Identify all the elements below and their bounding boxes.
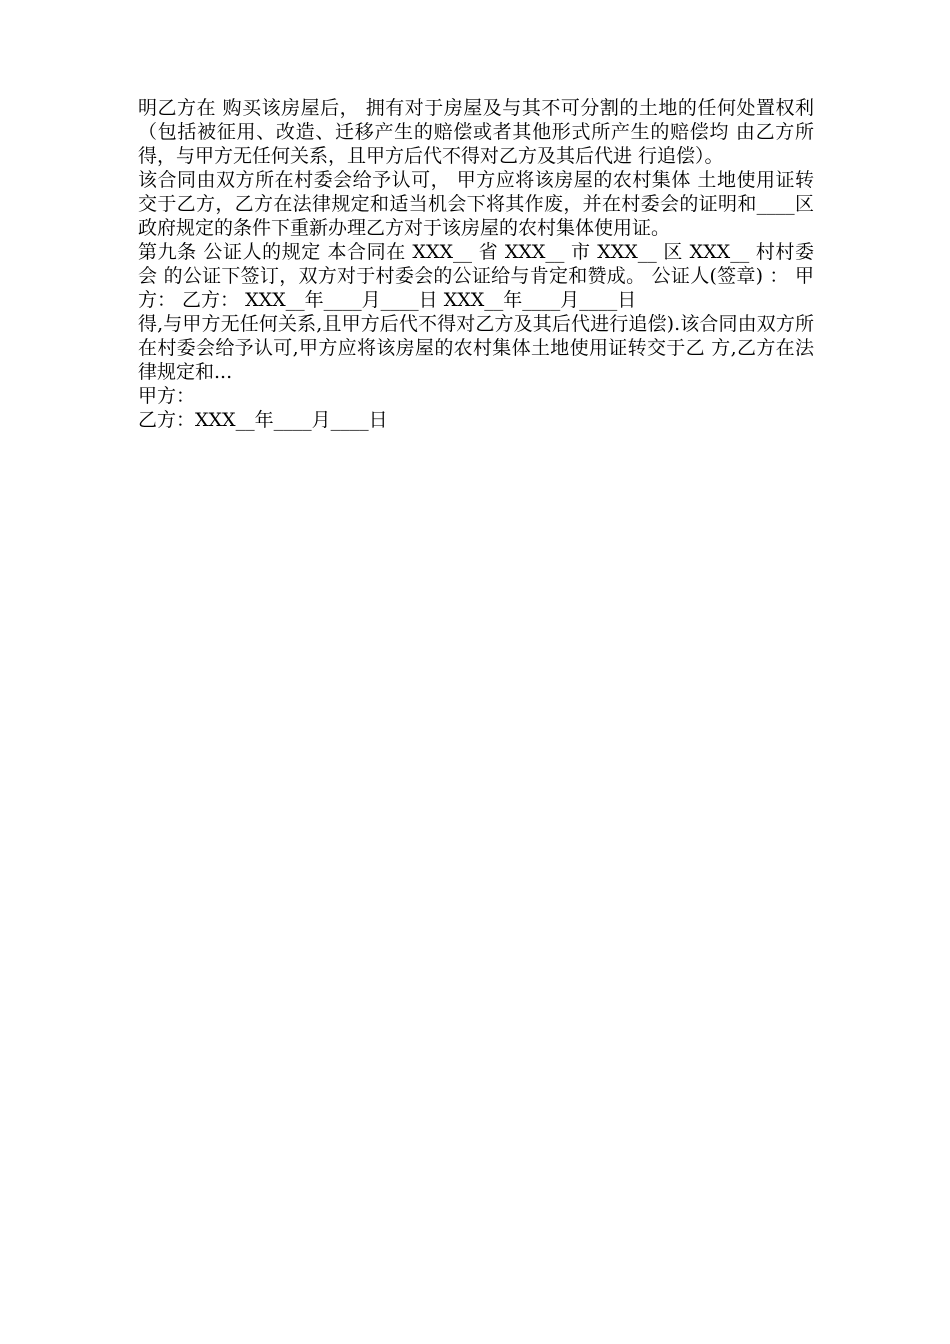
paragraph-land-certificate: 该合同由双方所在村委会给予认可， 甲方应将该房屋的农村集体 土地使用证转交于乙方，乙方在法律规定和适当机会下将其作废，并在村委会的证明和____区政府规定的条件下重新办理乙方对于该房屋的农村集体使用证。 bbox=[138, 169, 814, 239]
signature-party-a: 甲方： bbox=[138, 385, 196, 407]
paragraph-excerpt: 得,与甲方无任何关系,且甲方后代不得对乙方及其后代进行追偿).该合同由双方所在村委会给予认可,甲方应将该房屋的农村集体土地使用证转交于乙 方,乙方在法律规定和... bbox=[138, 313, 814, 383]
paragraph-disposal-rights: 明乙方在 购买该房屋后， 拥有对于房屋及与其不可分割的土地的任何处置权利（包括被征用、改造、迁移产生的赔偿或者其他形式所产生的赔偿均 由乙方所得，与甲方无任何关系，且甲方后代不得对乙方及其后代进 行追偿）。 bbox=[138, 97, 814, 167]
paragraph-article-nine-notary: 第九条 公证人的规定 本合同在 XXX__ 省 XXX__ 市 XXX__ 区 XXX__ 村村委会 的公证下签订，双方对于村委会的公证给与肯定和赞成。 公证人(签章) ： 甲方： 乙方： XXX__年____月____日 XXX__年____月____日 bbox=[138, 241, 814, 311]
document-body bbox=[138, 96, 814, 432]
signature-party-b: 乙方：XXX__年____月____日 bbox=[138, 409, 388, 431]
